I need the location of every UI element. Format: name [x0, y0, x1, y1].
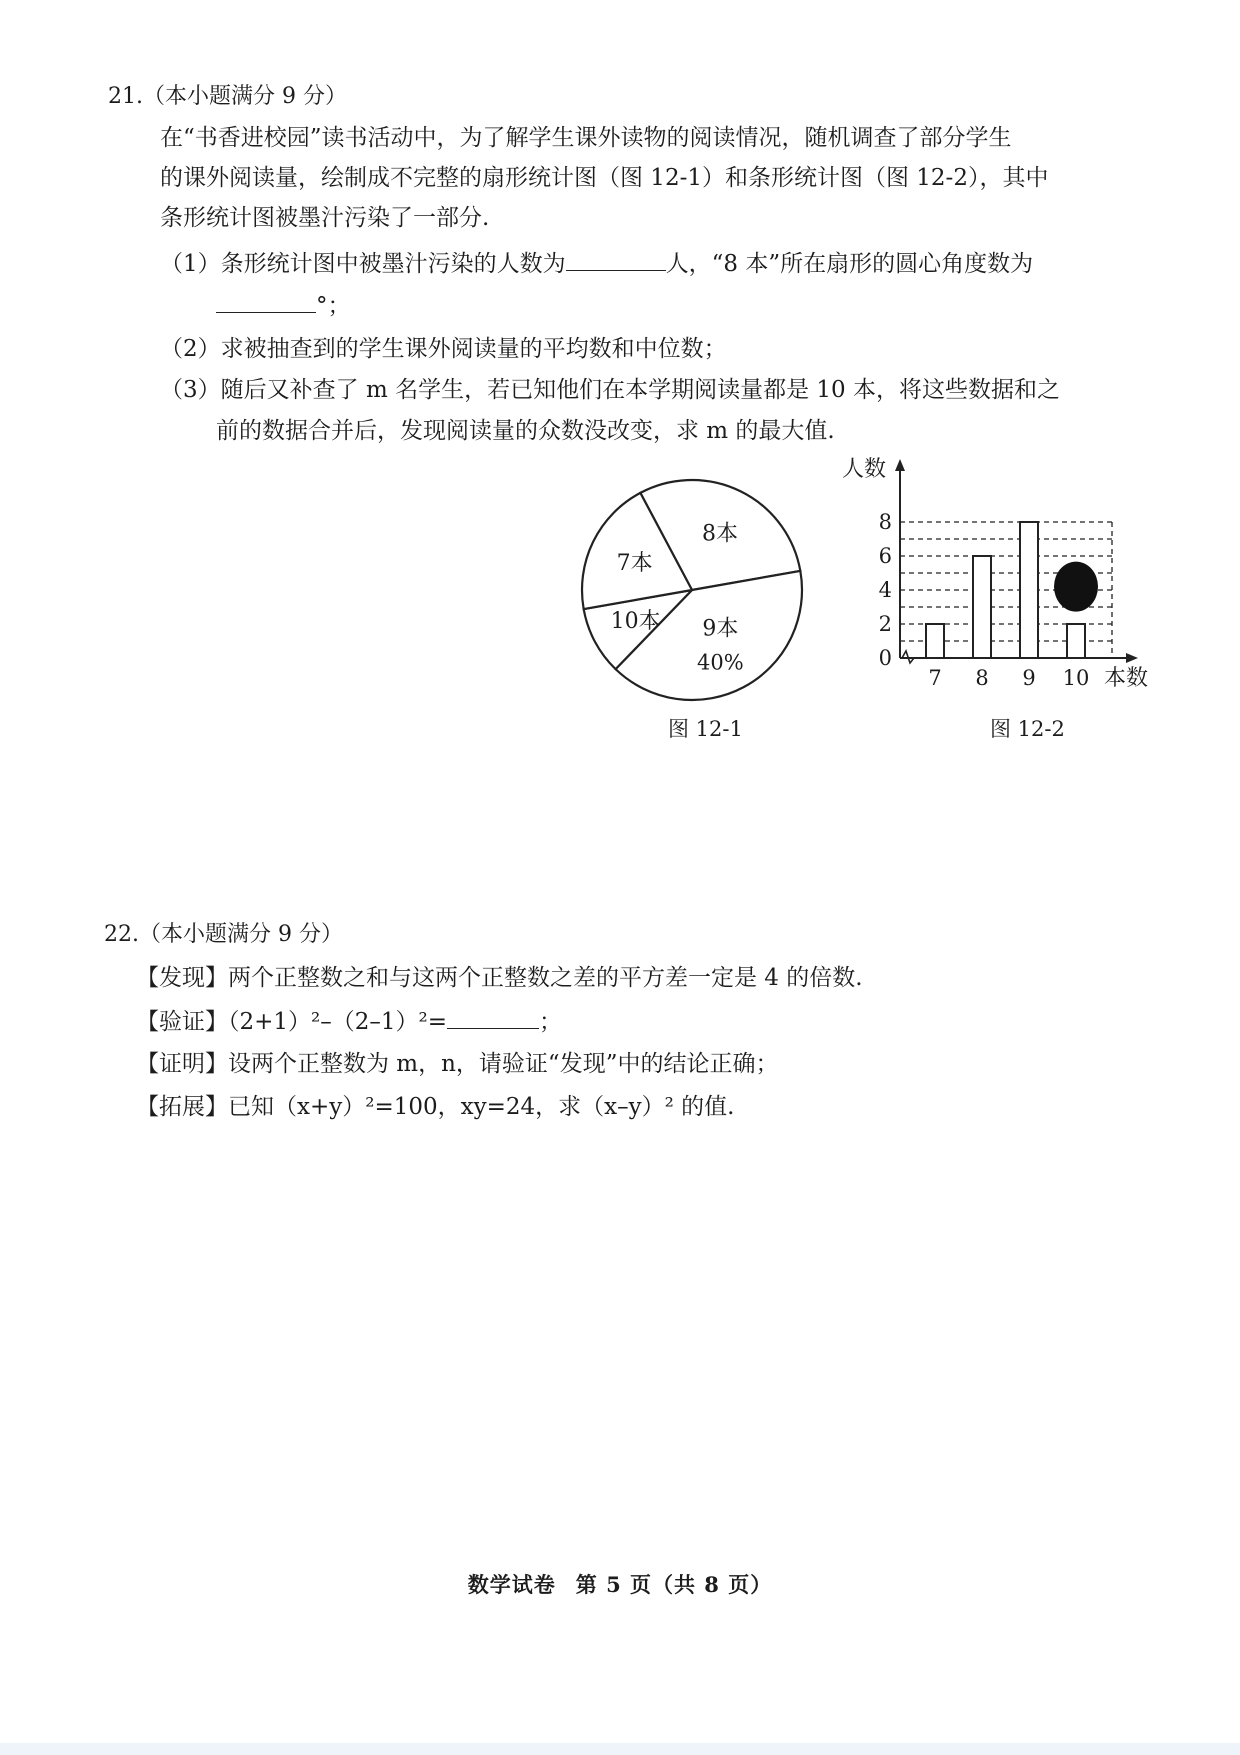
- x-axis-label: 本数: [1104, 666, 1149, 691]
- q22-extend-text: 已知（x+y）²=100，xy=24，求（x–y）² 的值.: [228, 1094, 735, 1120]
- q21-part1-text-c: °；: [316, 293, 351, 319]
- bar-8: [973, 556, 991, 658]
- q22-title: 22.（本小题满分 9 分）: [104, 922, 343, 947]
- q21-part2-number: （2）: [160, 336, 221, 362]
- y-axis-label: 人数: [841, 457, 886, 482]
- y-tick-2: 2: [878, 612, 892, 636]
- bar-chart-caption: 图 12-2: [990, 717, 1065, 741]
- pie-slice-label-3: 7本: [616, 551, 653, 577]
- y-tick-8: 8: [878, 510, 892, 534]
- q21-title: 21.（本小题满分 9 分）: [108, 84, 347, 109]
- pie-slice-label-1: 9本: [702, 616, 739, 642]
- q21-part1-text-a: 条形统计图中被墨汁污染的人数为: [220, 251, 566, 277]
- bar-9: [1020, 522, 1038, 658]
- bottom-strip: [0, 1743, 1240, 1755]
- bar-labels-group: [842, 457, 1148, 691]
- bar-7: [926, 624, 944, 658]
- q21-intro-line-3: 条形统计图被墨汁污染了一部分.: [160, 205, 490, 231]
- q22-find: [136, 963, 863, 993]
- q21-part2: [160, 334, 727, 364]
- pie-chart: [572, 470, 812, 710]
- pie-slices-group: [582, 480, 802, 700]
- y-tick-6: 6: [878, 544, 892, 568]
- footer-page: 第 5 页（共 8 页）: [575, 1572, 773, 1597]
- q22-find-text: 两个正整数之和与这两个正整数之差的平方差一定是 4 的倍数.: [228, 965, 863, 991]
- page-footer: [0, 1569, 1240, 1599]
- q21-part1-cont: [216, 290, 351, 321]
- pie-slice-label-0: 8本: [701, 521, 738, 547]
- q22-verify-blank[interactable]: [447, 1006, 539, 1029]
- x-tick-7: 7: [928, 666, 942, 690]
- q21-part1-number: （1）: [160, 251, 221, 277]
- footer-subject: 数学试卷: [467, 1572, 556, 1597]
- q22-verify-end: ；: [539, 1009, 563, 1035]
- q22-find-tag: 【发现】: [136, 965, 228, 991]
- bar-chart: [820, 455, 1149, 715]
- q21-part3-number: （3）: [160, 377, 221, 403]
- pie-slice-percent-1: 40%: [697, 650, 744, 675]
- bar-10: [1067, 624, 1085, 658]
- y-axis-arrow: [895, 459, 905, 471]
- q21-part1-blank-1[interactable]: [566, 248, 666, 271]
- q21-part1-text-b: 人，“8 本”所在扇形的圆心角度数为: [665, 251, 1034, 277]
- q21-part1: [160, 248, 1033, 279]
- q22-verify-tag: 【验证】: [136, 1009, 228, 1035]
- q22-verify: [136, 1006, 562, 1037]
- q21-part3-cont: 前的数据合并后，发现阅读量的众数没改变，求 m 的最大值.: [216, 418, 835, 444]
- q22-prove-tag: 【证明】: [136, 1051, 228, 1077]
- pie-slice-label-2: 10本: [610, 608, 661, 634]
- x-tick-10: 10: [1062, 666, 1090, 690]
- q21-intro-line-1: 在“书香进校园”读书活动中，为了解学生课外读物的阅读情况，随机调查了部分学生: [160, 125, 1012, 151]
- q21-part3-text-a: 随后又补查了 m 名学生，若已知他们在本学期阅读量都是 10 本，将这些数据和之: [220, 377, 1060, 403]
- q21-intro-line-2: 的课外阅读量，绘制成不完整的扇形统计图（图 12-1）和条形统计图（图 12-2），其中: [160, 165, 1049, 191]
- q22-extend-tag: 【拓展】: [136, 1094, 228, 1120]
- q22-prove-text: 设两个正整数为 m，n，请验证“发现”中的结论正确；: [228, 1051, 779, 1077]
- q21-part1-blank-2[interactable]: [216, 290, 316, 313]
- x-tick-9: 9: [1022, 666, 1036, 690]
- q22-prove: [136, 1049, 778, 1079]
- q22-extend: [136, 1092, 734, 1122]
- q21-part2-text: 求被抽查到的学生课外阅读量的平均数和中位数；: [220, 336, 727, 362]
- ink-blot: [1054, 562, 1098, 612]
- pie-chart-caption: 图 12-1: [668, 717, 743, 741]
- x-tick-8: 8: [975, 666, 989, 690]
- y-tick-0: 0: [878, 646, 892, 670]
- x-axis-arrow: [1126, 653, 1138, 663]
- y-tick-4: 4: [878, 578, 892, 602]
- q21-part3: [160, 375, 1060, 405]
- q22-verify-text: （2+1）²–（2–1）²=: [228, 1009, 448, 1035]
